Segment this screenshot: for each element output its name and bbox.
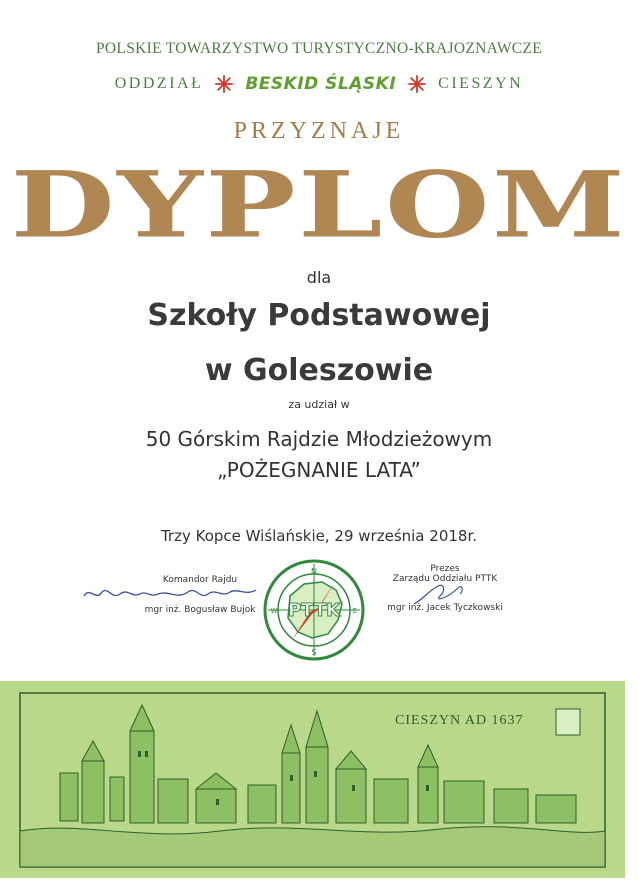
for-label: dla: [306, 268, 332, 287]
branch-city: CIESZYN: [438, 75, 524, 92]
pttk-logo: [262, 558, 366, 662]
star-icon: [408, 75, 426, 93]
right-signature-title: Zarządu Oddziału PTTK: [392, 574, 498, 584]
participation-label: za udział w: [288, 398, 350, 411]
recipient-line-2: w Goleszowie: [204, 353, 434, 388]
star-icon: [215, 75, 233, 93]
left-signature-title: Komandor Rajdu: [162, 575, 238, 585]
logo-text: PTTK: [287, 600, 341, 621]
cieszyn-panorama-illustration: [0, 681, 625, 878]
compass-west-label: W: [270, 607, 278, 615]
right-signature-role: Prezes: [430, 564, 460, 574]
panorama-panel: [0, 681, 625, 878]
grants-heading: PRZYZNAJE: [233, 118, 405, 144]
organization-name: POLSKIE TOWARZYSTWO TURYSTYCZNO-KRAJOZNAWCZE: [96, 40, 542, 57]
place-date: Trzy Kopce Wiślańskie, 29 września 2018r.: [160, 527, 478, 545]
left-signature-name: mgr inż. Bogusław Bujok: [144, 605, 256, 615]
branch-name: BESKID ŚLĄSKI: [245, 74, 397, 94]
right-signature-name: mgr inż. Jacek Tyczkowski: [387, 603, 503, 613]
compass-east-label: E: [352, 607, 358, 615]
branch-line: [0, 74, 638, 94]
branch-prefix: ODDZIAŁ: [114, 75, 204, 92]
panorama-label: CIESZYN AD 1637: [395, 713, 524, 728]
event-line-2: „POŻEGNANIE LATA”: [217, 458, 421, 482]
event-line-1: 50 Górskim Rajdzie Młodzieżowym: [145, 427, 493, 451]
right-handwritten-signature: [408, 580, 468, 610]
left-handwritten-signature: [80, 582, 260, 606]
compass-south-label: S: [311, 648, 317, 657]
compass-north-label: N: [311, 567, 317, 576]
recipient-line-1: Szkoły Podstawowej: [147, 298, 491, 333]
diploma-title: DYPLOM: [10, 150, 628, 259]
